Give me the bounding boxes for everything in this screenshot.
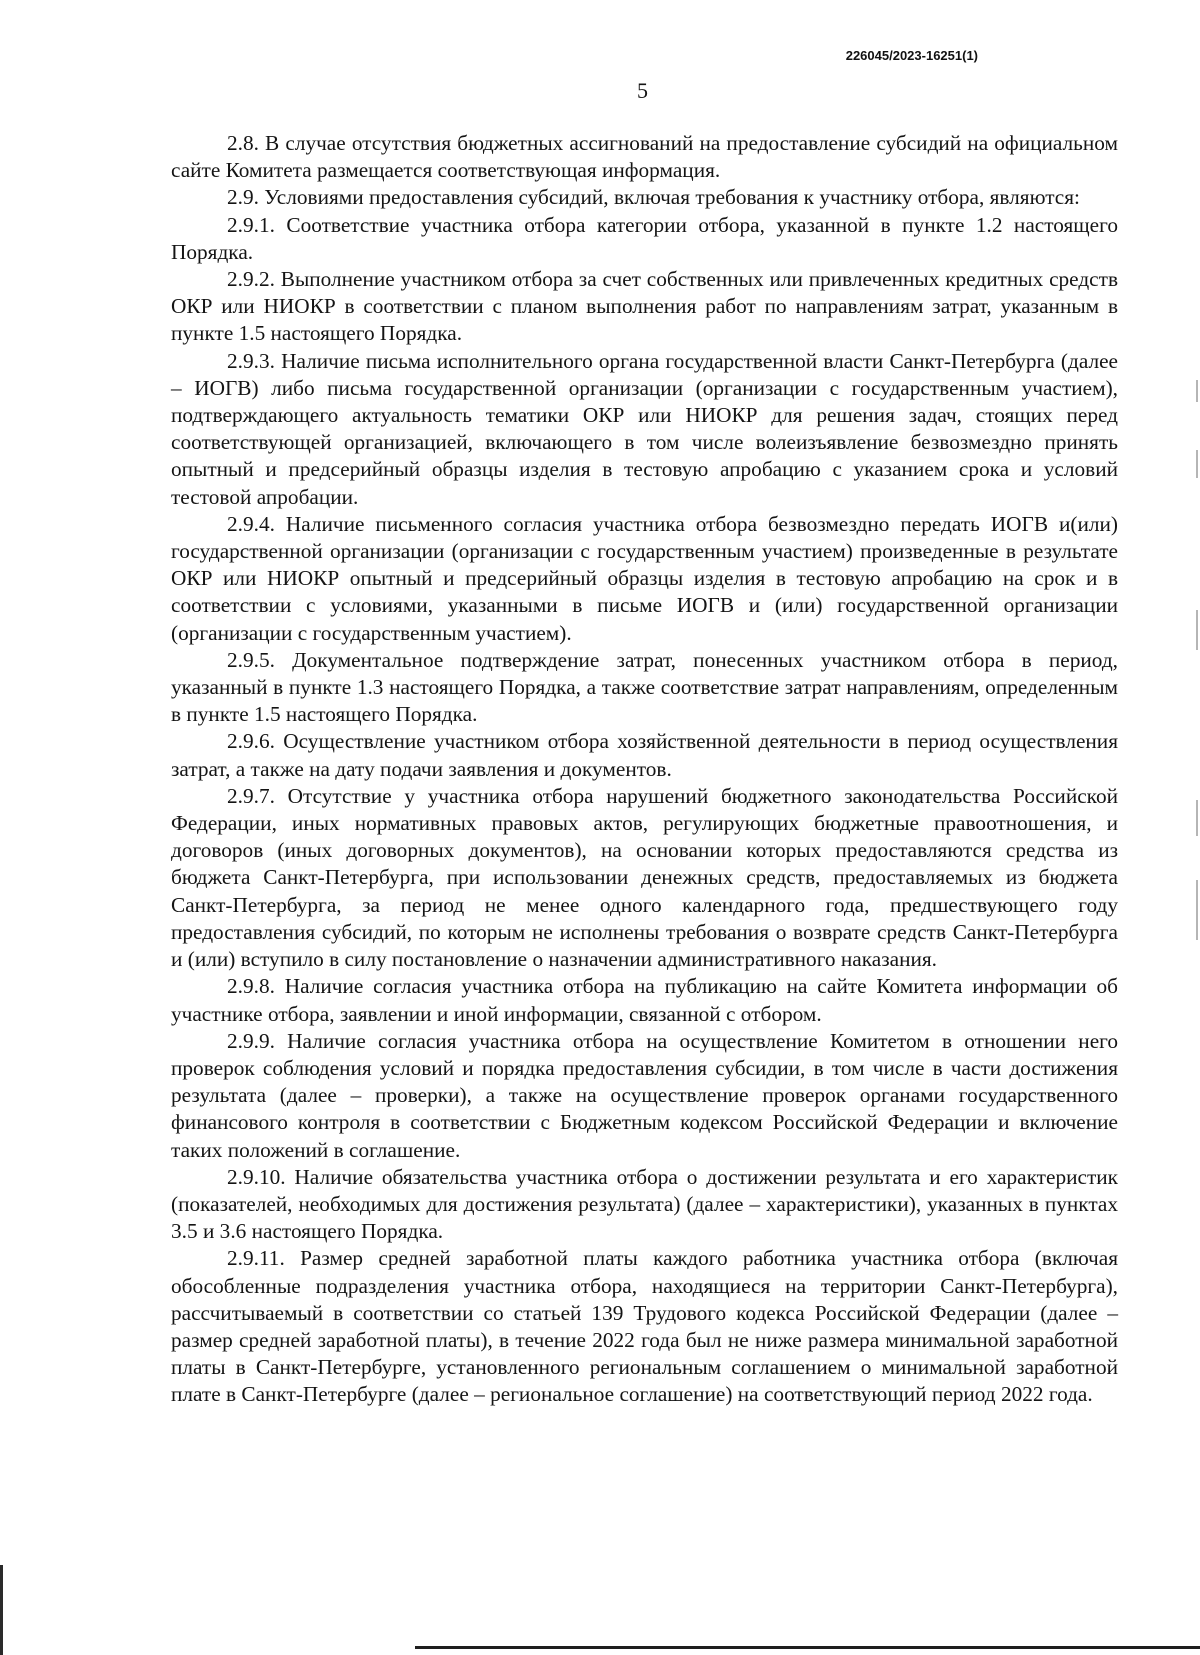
paragraph-2-8: 2.8. В случае отсутствия бюджетных ассигнований на предоставление субсидий на официальном сайте Комитета размещается соответствующая информация.: [171, 131, 1118, 183]
paragraph-2-9-2: 2.9.2. Выполнение участником отбора за счет собственных или привлеченных кредитных средств ОКР или НИОКР в соответствии с планом выполнения работ по направлениям затрат, указанным в пункте 1.5 настоящего Порядка.: [171, 267, 1118, 346]
scan-edge-mark: [1196, 450, 1198, 478]
document-registration-code: 226045/2023-16251(1): [845, 48, 978, 63]
paragraph-2-9-9: 2.9.9. Наличие согласия участника отбора на осуществление Комитетом в отношении него проверок соблюдения условий и порядка предоставления субсидии, в том числе в части достижения результата (далее – проверки), а также на осуществление проверок органами государственного финансового контроля в соответствии с Бюджетным кодексом Российской Федерации и включение таких положений в соглашение.: [171, 1028, 1118, 1162]
paragraph-2-9-11: 2.9.11. Размер средней заработной платы каждого работника участника отбора (включая обособленные подразделения участника отбора, находящиеся на территории Санкт-Петербурга), рассчитываемый в соответствии со статьей 139 Трудового кодекса Российской Федерации (далее – размер средней заработной платы), в течение 2022 года был не ниже размера минимальной заработной платы в Санкт-Петербурге, установленного региональным соглашением о минимальной заработной плате в Санкт-Петербурге (далее – региональное соглашение) на соответствующий период 2022 года.: [171, 1246, 1118, 1407]
scan-edge-mark: [1196, 380, 1198, 402]
document-body: [171, 130, 1118, 1409]
paragraph-2-9: 2.9. Условиями предоставления субсидий, включая требования к участнику отбора, являются:: [227, 185, 1080, 210]
paragraph-2-9-7: 2.9.7. Отсутствие у участника отбора нарушений бюджетного законодательства Российской Федерации, иных нормативных правовых актов, регулирующих бюджетные правоотношения, и договоров (иных договорных документов), на основании которых предоставляются средства из бюджета Санкт-Петербурга, при использовании денежных средств, предоставляемых из бюджета Санкт-Петербурга, за период не менее одного календарного года, предшествующего году предоставления субсидий, по которым не исполнены требования о возврате средств Санкт-Петербурга и (или) вступило в силу постановление о назначении административного наказания.: [171, 783, 1118, 972]
scan-left-edge-mark: [0, 1565, 3, 1655]
paragraph-2-9-1: 2.9.1. Соответствие участника отбора категории отбора, указанной в пункте 1.2 настоящего Порядка.: [171, 212, 1118, 264]
scan-edge-mark: [1196, 800, 1198, 836]
paragraph-2-9-10: 2.9.10. Наличие обязательства участника отбора о достижении результата и его характеристик (показателей, необходимых для достижения результата) (далее – характеристики), указанных в пунктах 3.5 и 3.6 настоящего Порядка.: [171, 1164, 1118, 1244]
page-number: 5: [637, 78, 648, 103]
scan-bottom-edge-line: [415, 1646, 1200, 1649]
paragraph-2-9-8: 2.9.8. Наличие согласия участника отбора на публикацию на сайте Комитета информации об участнике отбора, заявлении и иной информации, связанной с отбором.: [171, 974, 1118, 1026]
paragraph-2-9-6: 2.9.6. Осуществление участником отбора хозяйственной деятельности в период осуществления затрат, а также на дату подачи заявления и документов.: [171, 729, 1118, 781]
scan-edge-mark: [1196, 610, 1198, 650]
paragraph-2-9-5: 2.9.5. Документальное подтверждение затрат, понесенных участником отбора в период, указанный в пункте 1.3 настоящего Порядка, а также соответствие затрат направлениям, определенным в пункте 1.5 настоящего Порядка.: [171, 647, 1118, 727]
scan-edge-mark: [1196, 880, 1198, 940]
paragraph-2-9-4: 2.9.4. Наличие письменного согласия участника отбора безвозмездно передать ИОГВ и(или) государственной организации (организации с государственным участием) произведенные в результате ОКР или НИОКР опытный и предсерийный образцы изделия в тестовую апробацию на срок и в соответствии с условиями, указанными в письме ИОГВ и (или) государственной организации (организации с государственным участием).: [171, 511, 1118, 645]
paragraph-2-9-3: 2.9.3. Наличие письма исполнительного органа государственной власти Санкт-Петербурга (далее – ИОГВ) либо письма государственной организации (организации с государственным участием), подтверждающего актуальность тематики ОКР или НИОКР для решения задач, стоящих перед соответствующей организацией, включающего в том числе волеизъявление безвозмездно принять опытный и предсерийный образцы изделия в тестовую апробацию с указанием срока и условий тестовой апробации.: [171, 348, 1118, 509]
